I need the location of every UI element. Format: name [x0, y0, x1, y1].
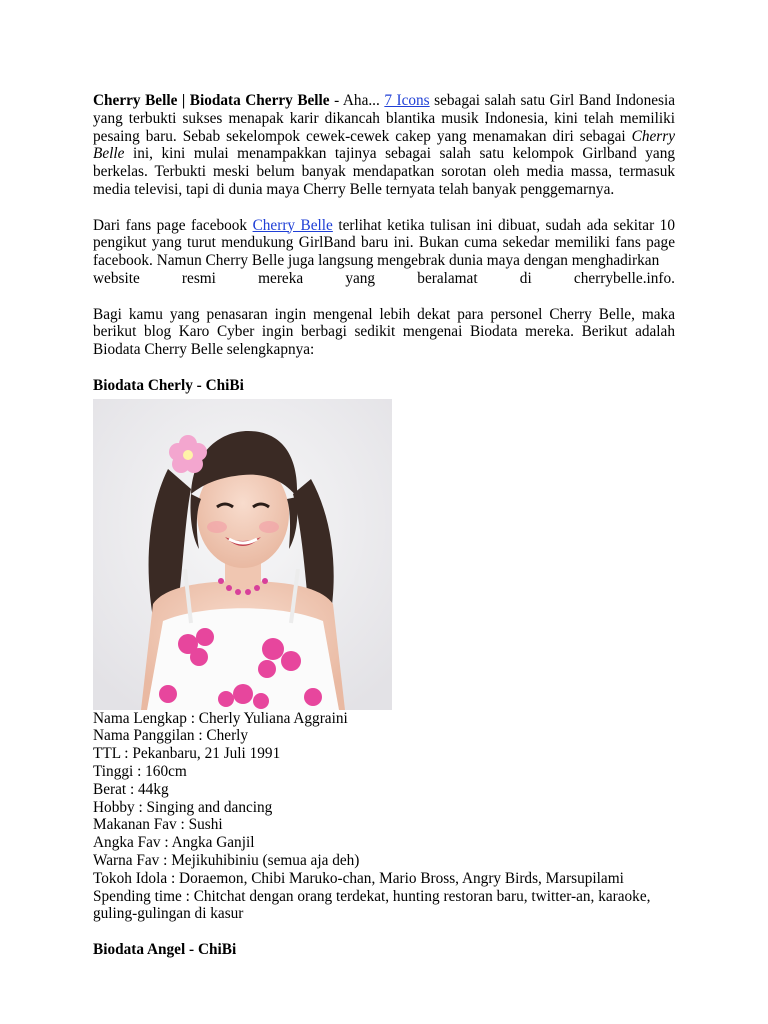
intro-prefix: - Aha...: [329, 92, 385, 109]
fans-last-line: website resmi mereka yang beralamat di cherrybelle.info.: [93, 269, 675, 287]
cherry-belle-italic: Cherry Belle: [93, 127, 675, 163]
fans-text-a: Dari fans page facebook: [93, 216, 253, 234]
detail-hobby: Hobby : Singing and dancing: [93, 798, 273, 816]
article-body: [93, 92, 675, 963]
fans-text-b: terlihat ketika tulisan ini dibuat, sudah ada sekitar 10 pengikut yang turut mendukung GirlBand baru ini. Bukan cuma sekedar memiliki fans page facebook. Namun Cherry Belle juga langsung mengebrak dunia maya dengan menghadirkan: [93, 216, 675, 270]
article-title: Cherry Belle | Biodata Cherry Belle: [93, 92, 330, 109]
intro3-paragraph: Bagi kamu yang penasaran ingin mengenal lebih dekat para personel Cherry Belle, maka berikut blog Karo Cyber ingin berbagi sedikit mengenai Biodata mereka. Berikut adalah Biodata Cherry Belle selengkapnya:: [93, 305, 675, 359]
detail-fav-food: Makanan Fav : Sushi: [93, 816, 223, 834]
detail-height: Tinggi : 160cm: [93, 762, 187, 780]
detail-nickname: Nama Panggilan : Cherly: [93, 727, 249, 745]
detail-idols: Tokoh Idola : Doraemon, Chibi Maruko-chan, Mario Bross, Angry Birds, Marsupilami: [93, 869, 624, 887]
detail-full-name: Nama Lengkap : Cherly Yuliana Aggraini: [93, 709, 348, 727]
intro-text-b: ini, kini mulai menampakkan tajinya sebagai salah satu kelompok Girlband yang berkelas. Terbukti meski belum banyak mendapatkan sorotan oleh media massa, termasuk media televisi, tapi di dunia maya Cherry Belle ternyata telah banyak penggemarnya.: [93, 145, 675, 198]
detail-spending-time: Spending time : Chitchat dengan orang terdekat, hunting restoran baru, twitter-an, karaoke, guling-gulingan di kasur: [93, 887, 651, 923]
intro-paragraph: [93, 92, 675, 199]
detail-fav-color: Warna Fav : Mejikuhibiniu (semua aja deh): [93, 851, 360, 869]
seven-icons-link[interactable]: 7 Icons: [384, 92, 430, 109]
cherry-belle-link[interactable]: Cherry Belle: [252, 216, 333, 234]
detail-fav-number: Angka Fav : Angka Ganjil: [93, 834, 255, 852]
cherly-photo: [93, 399, 392, 710]
cherly-details: [93, 710, 675, 924]
cherly-heading: Biodata Cherly - ChiBi: [93, 376, 244, 394]
fans-paragraph: [93, 217, 675, 270]
detail-weight: Berat : 44kg: [93, 780, 169, 798]
detail-birth: TTL : Pekanbaru, 21 Juli 1991: [93, 745, 281, 763]
intro-text-a: sebagai salah satu Girl Band Indonesia yang terbukti sukses menapak karir dikancah blantika musik Indonesia, kini telah memiliki pesaing baru. Sebab sekelompok cewek-cewek cakep yang menamakan diri sebagai: [93, 92, 676, 145]
angel-heading: Biodata Angel - ChiBi: [93, 940, 237, 958]
cherly-photo-image: [93, 399, 392, 710]
